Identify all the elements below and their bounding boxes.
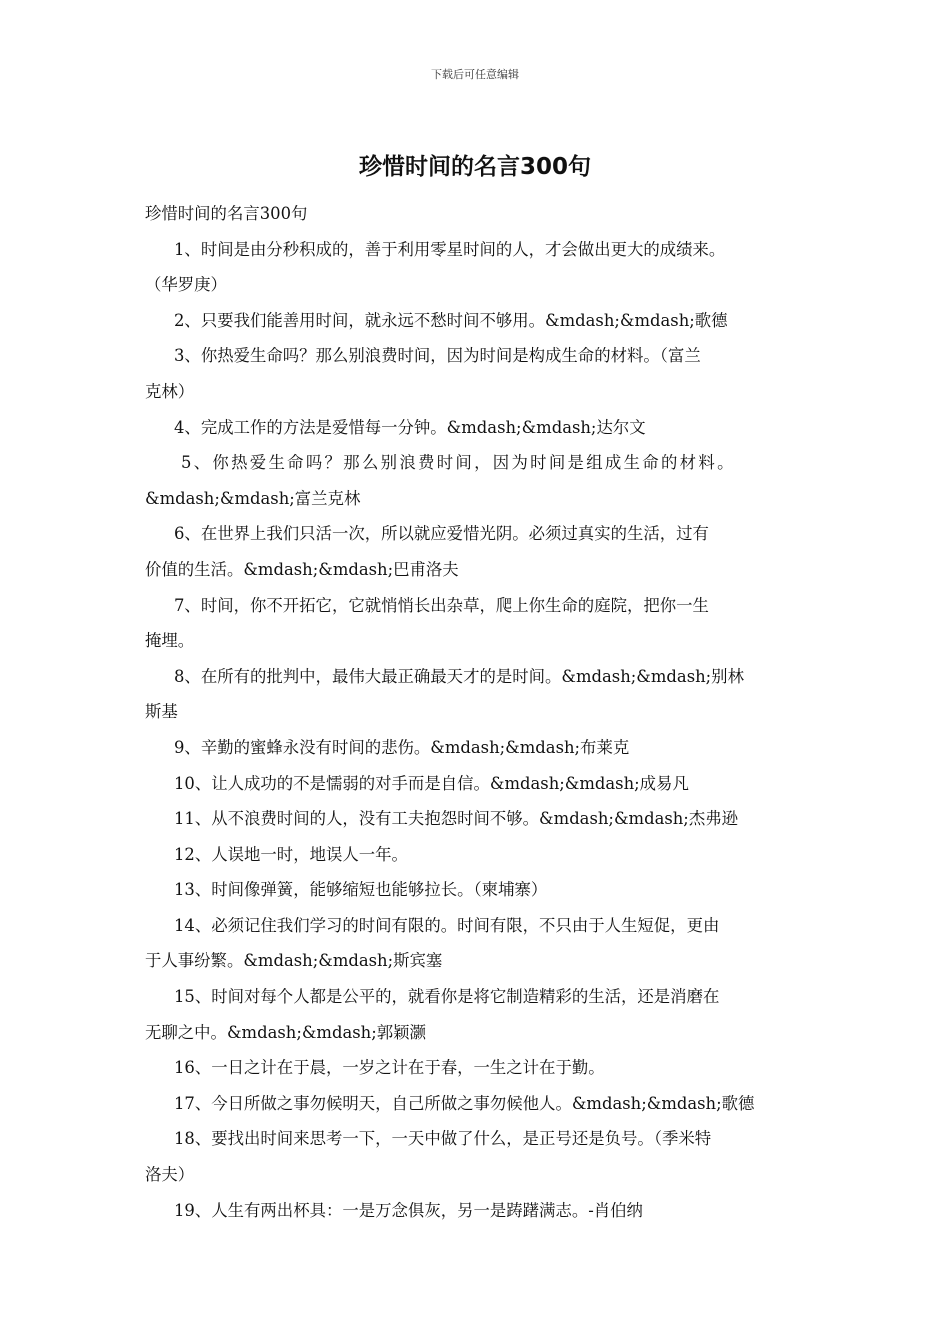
quote-line: 价值的生活。&mdash;&mdash;巴甫洛夫 xyxy=(145,559,459,579)
quote-line: 7、时间，你不开拓它，它就悄悄长出杂草，爬上你生命的庭院，把你一生 xyxy=(174,595,709,615)
subtitle-line: 珍惜时间的名言300句 xyxy=(145,204,308,223)
quote-line: 11、从不浪费时间的人，没有工夫抱怨时间不够。&mdash;&mdash;杰弗逊 xyxy=(174,809,739,829)
quote-line: 17、今日所做之事勿候明天，自己所做之事勿候他人。&mdash;&mdash;歌德 xyxy=(174,1093,755,1113)
quote-line: 10、让人成功的不是懦弱的对手而是自信。&mdash;&mdash;成易凡 xyxy=(174,773,689,793)
quote-line: 无聊之中。&mdash;&mdash;郭颖灏 xyxy=(145,1022,426,1042)
page-header: 下载后可任意编辑 xyxy=(431,68,519,81)
quote-line: 12、人误地一时，地误人一年。 xyxy=(174,844,408,864)
quote-line: 3、你热爱生命吗？那么别浪费时间，因为时间是构成生命的材料。（富兰 xyxy=(174,346,701,366)
quote-line: 8、在所有的批判中，最伟大最正确最天才的是时间。&mdash;&mdash;别林 xyxy=(174,666,744,686)
document-body xyxy=(145,196,817,1228)
document-title: 珍惜时间的名言300句 xyxy=(358,154,591,180)
quote-line: 掩埋。 xyxy=(145,631,195,651)
quote-line: 15、时间对每个人都是公平的，就看你是将它制造精彩的生活，还是消磨在 xyxy=(174,987,720,1007)
quote-line: 洛夫） xyxy=(145,1165,195,1185)
quote-line: 斯基 xyxy=(145,702,178,722)
quote-line: 5、你热爱生命吗？那么别浪费时间，因为时间是组成生命的材料。 xyxy=(181,453,736,473)
quote-line: 13、时间像弹簧，能够缩短也能够拉长。（柬埔寨） xyxy=(174,880,548,900)
quote-line: 14、必须记住我们学习的时间有限的。时间有限，不只由于人生短促，更由 xyxy=(174,915,720,935)
quote-line: 16、一日之计在于晨，一岁之计在于春，一生之计在于勤。 xyxy=(174,1058,605,1078)
quote-line: （华罗庚） xyxy=(145,275,227,295)
quote-line: &mdash;&mdash;富兰克林 xyxy=(145,488,361,508)
quote-line: 6、在世界上我们只活一次，所以就应爱惜光阴。必须过真实的生活，过有 xyxy=(174,524,709,544)
quote-line: 1、时间是由分秒积成的，善于利用零星时间的人，才会做出更大的成绩来。 xyxy=(174,239,726,259)
quote-line: 18、要找出时间来思考一下，一天中做了什么，是正号还是负号。（季米特 xyxy=(174,1129,712,1149)
quote-line: 2、只要我们能善用时间，就永远不愁时间不够用。&mdash;&mdash;歌德 xyxy=(174,310,728,330)
quote-line: 于人事纷繁。&mdash;&mdash;斯宾塞 xyxy=(145,951,443,971)
quote-line: 9、辛勤的蜜蜂永没有时间的悲伤。&mdash;&mdash;布莱克 xyxy=(174,737,630,757)
quote-line: 19、人生有两出杯具：一是万念俱灰，另一是踌躇满志。-肖伯纳 xyxy=(174,1200,643,1220)
quote-line: 克林） xyxy=(145,381,195,401)
quote-line: 4、完成工作的方法是爱惜每一分钟。&mdash;&mdash;达尔文 xyxy=(174,417,646,437)
